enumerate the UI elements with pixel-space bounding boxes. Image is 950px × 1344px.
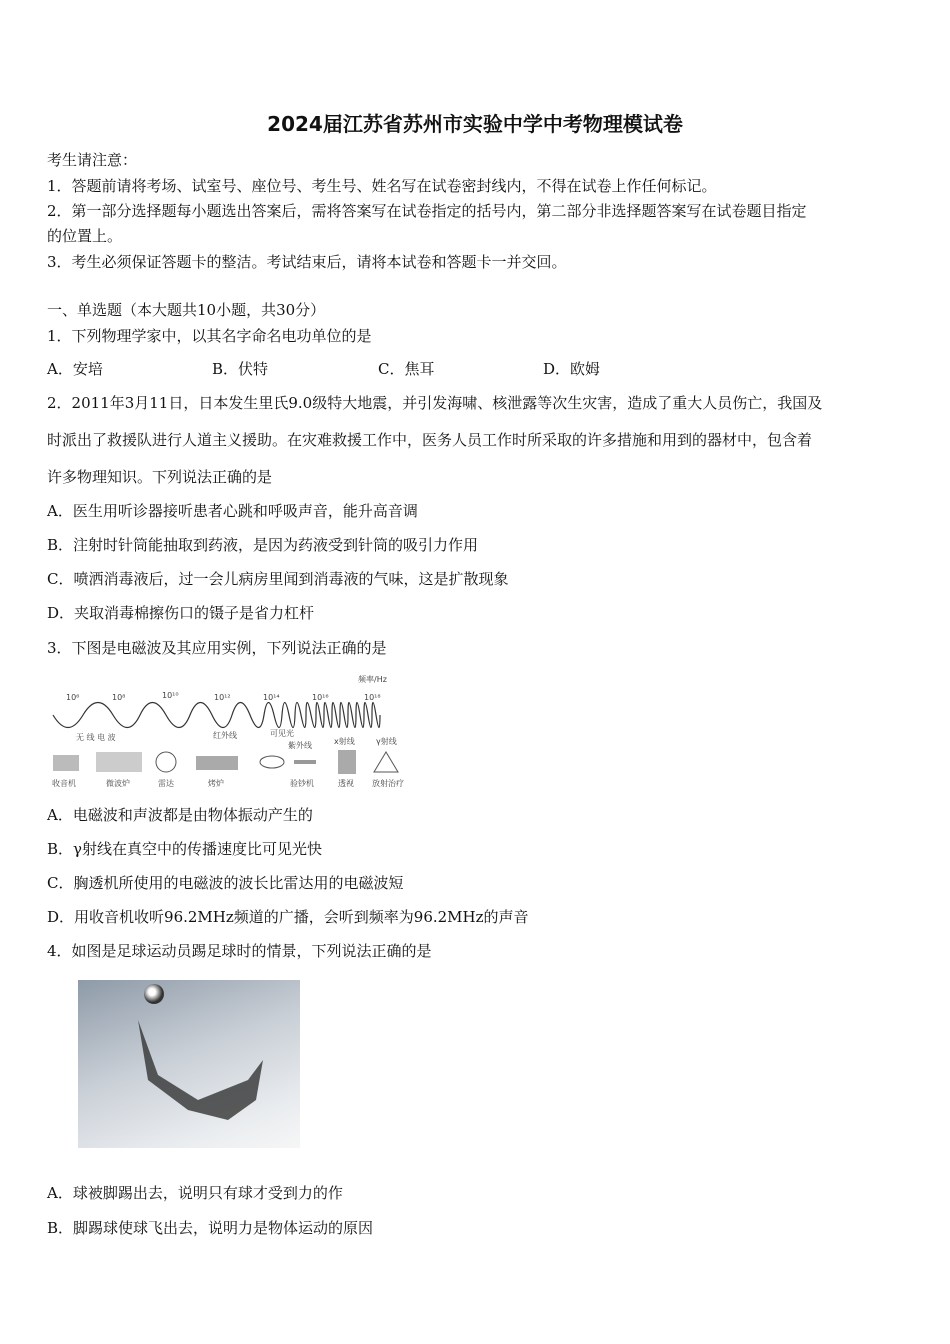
- microwave-icon: [96, 752, 142, 772]
- radio-icon: [53, 755, 79, 771]
- q2-option-b: B．注射时针筒能抽取到药液，是因为药液受到针筒的吸引力作用: [47, 536, 479, 554]
- band-label: 可见光: [270, 729, 294, 738]
- wave-curve: [53, 703, 380, 728]
- svg-text:放射治疗: 放射治疗: [372, 779, 404, 788]
- question-4-stem: 4．如图是足球运动员踢足球时的情景，下列说法正确的是: [47, 942, 432, 960]
- notice-item: 3．考生必须保证答题卡的整洁。考试结束后，请将本试卷和答题卡一并交回。: [47, 253, 567, 271]
- svg-text:验钞机: 验钞机: [290, 779, 314, 788]
- notice-heading: 考生请注意：: [47, 151, 138, 169]
- q1-option-b: B．伏特: [212, 360, 269, 378]
- q1-option-c: C．焦耳: [378, 360, 435, 378]
- svg-text:烤炉: 烤炉: [208, 779, 224, 788]
- notice-item: 的位置上。: [47, 227, 123, 245]
- q3-option-c: C．胸透机所使用的电磁波的波长比雷达用的电磁波短: [47, 874, 404, 892]
- q1-option-a: A．安培: [47, 360, 103, 378]
- question-2-stem: 2．2011年3月11日，日本发生里氏9.0级特大地震，并引发海啸、核泄露等次生灾害，造成了重大人员伤亡，我国及: [47, 394, 823, 412]
- band-label: x射线: [334, 737, 355, 746]
- band-label: 红外线: [213, 731, 237, 740]
- band-label: γ射线: [376, 737, 397, 746]
- player-silhouette: [78, 980, 300, 1148]
- soccer-player-photo: [78, 980, 300, 1148]
- svg-text:微波炉: 微波炉: [106, 779, 130, 788]
- tick-labels: [66, 691, 381, 702]
- band-label: 无 线 电 波: [76, 733, 116, 742]
- q2-option-c: C．喷洒消毒液后，过一会儿病房里闻到消毒液的气味，这是扩散现象: [47, 570, 509, 588]
- em-spectrum-figure: [48, 670, 408, 792]
- eye-icon: [260, 756, 284, 768]
- axis-label: 频率/Hz: [358, 675, 387, 684]
- question-2-stem: 许多物理知识。下列说法正确的是: [47, 468, 273, 486]
- q4-option-b: B．脚踢球使球飞出去，说明力是物体运动的原因: [47, 1219, 374, 1237]
- q3-option-a: A．电磁波和声波都是由物体振动产生的: [47, 806, 313, 824]
- svg-text:10¹⁸: 10¹⁸: [364, 693, 381, 702]
- question-2-stem: 时派出了救援队进行人道主义援助。在灾难救援工作中，医务人员工作时所采取的许多措施和用到的器材中，包含着: [47, 431, 813, 449]
- q1-option-d: D．欧姆: [543, 360, 601, 378]
- q4-option-a: A．球被脚踢出去，说明只有球才受到力的作: [47, 1184, 343, 1202]
- money-detector-icon: [294, 760, 316, 764]
- svg-text:透视: 透视: [338, 779, 354, 788]
- question-1-stem: 1．下列物理学家中，以其名字命名电功单位的是: [47, 327, 372, 345]
- section-heading: 一、单选题（本大题共10小题，共30分）: [47, 301, 326, 319]
- radiation-icon: [374, 752, 398, 772]
- svg-text:10¹²: 10¹²: [214, 693, 231, 702]
- xray-hand-icon: [338, 750, 356, 774]
- notice-item: 2．第一部分选择题每小题选出答案后，需将答案写在试卷指定的括号内，第二部分非选择题答案写在试卷题目指定: [47, 202, 807, 220]
- svg-text:收音机: 收音机: [52, 779, 76, 788]
- oven-icon: [196, 756, 238, 770]
- svg-text:雷达: 雷达: [158, 779, 174, 788]
- svg-text:10¹⁶: 10¹⁶: [312, 693, 329, 702]
- svg-text:10¹⁰: 10¹⁰: [162, 691, 179, 700]
- q2-option-d: D．夹取消毒棉擦伤口的镊子是省力杠杆: [47, 604, 315, 622]
- q3-option-b: B．γ射线在真空中的传播速度比可见光快: [47, 840, 322, 858]
- svg-text:10⁶: 10⁶: [66, 693, 80, 702]
- radar-icon: [156, 752, 176, 772]
- notice-item: 1．答题前请将考场、试室号、座位号、考生号、姓名写在试卷密封线内，不得在试卷上作任何标记。: [47, 177, 717, 195]
- question-3-stem: 3．下图是电磁波及其应用实例，下列说法正确的是: [47, 639, 387, 657]
- q3-option-d: D．用收音机收听96.2MHz频道的广播，会听到频率为96.2MHz的声音: [47, 908, 529, 926]
- band-label: 紫外线: [288, 741, 312, 750]
- q2-option-a: A．医生用听诊器接听患者心跳和呼吸声音，能升高音调: [47, 502, 418, 520]
- svg-text:10⁸: 10⁸: [112, 693, 126, 702]
- page-title: 2024届江苏省苏州市实验中学中考物理模试卷: [267, 112, 683, 136]
- svg-text:10¹⁴: 10¹⁴: [263, 693, 280, 702]
